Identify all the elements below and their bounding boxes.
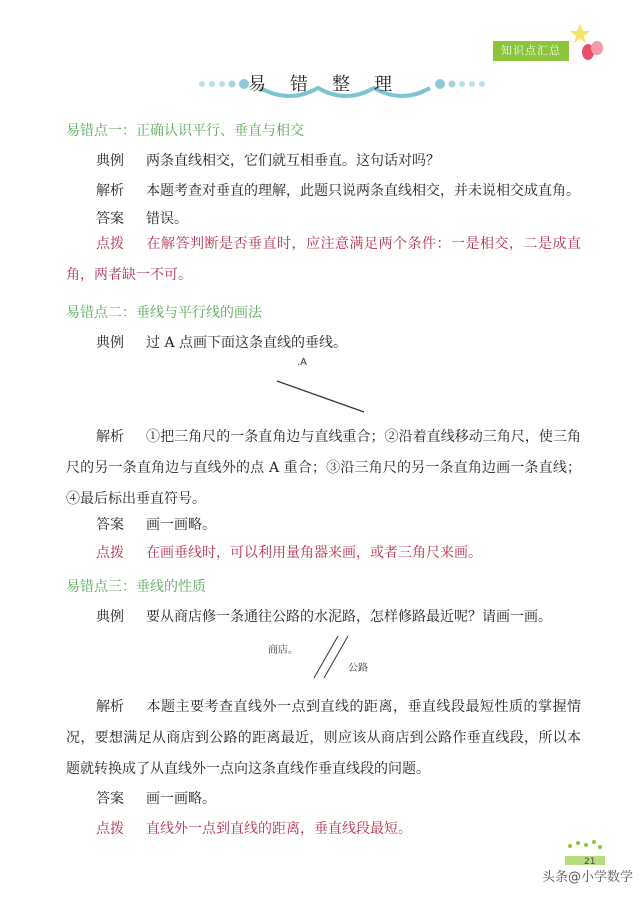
tip-label: 点拨 — [96, 545, 124, 561]
answer-2 — [96, 514, 216, 534]
answer-1 — [96, 208, 188, 228]
tip-text: 直线外一点到直线的距离，垂直线段最短。 — [146, 821, 412, 837]
line-diagram — [270, 375, 370, 415]
page-number: 21 — [584, 857, 596, 867]
tip-label: 点拨 — [96, 236, 124, 252]
answer-label: 答案 — [96, 211, 124, 227]
section-heading-1: 易错点一：正确认识平行、垂直与相交 — [66, 123, 304, 139]
analysis-label: 解析 — [96, 699, 124, 715]
road-label: 公路 — [348, 663, 368, 674]
analysis-1 — [96, 180, 580, 200]
tip-label: 点拨 — [96, 821, 124, 837]
analysis-text: 本题考查对垂直的理解，此题只说两条直线相交，并未说相交成直角。 — [146, 183, 580, 199]
example-1 — [96, 150, 440, 170]
example-text: 要从商店修一条通往公路的水泥路，怎样修路最近呢？请画一画。 — [146, 609, 552, 625]
answer-text: 画一画略。 — [146, 791, 216, 807]
watermark: 头条@小学数学 — [542, 870, 634, 885]
answer-label: 答案 — [96, 517, 124, 533]
answer-text: 错误。 — [146, 211, 188, 227]
section-heading-2: 易错点二：垂线与平行线的画法 — [66, 305, 262, 321]
analysis-text: 本题主要考查直线外一点到直线的距离，垂直线段最短性质的掌握情况，要想满足从商店到公路的距离最近，则应该从商店到公路作垂直线段，所以本题就转换成了从直线外一点向这条直线作垂直线段的问题。 — [66, 699, 581, 777]
topic-badge: 知识点汇总 — [493, 41, 569, 61]
balloons-icon — [568, 18, 608, 68]
example-text: 两条直线相交，它们就互相垂直。这句话对吗？ — [146, 153, 440, 169]
answer-text: 画一画略。 — [146, 517, 216, 533]
example-3 — [96, 606, 552, 626]
shop-label: 商店。 — [268, 645, 298, 656]
tip-3 — [96, 818, 412, 838]
page-title: 易错整理 — [248, 74, 416, 95]
point-a-label: .A — [297, 357, 308, 368]
analysis-text: ①把三角尺的一条直角边与直线重合；②沿着直线移动三角尺，使三角尺的另一条直角边与直线外的点 A 重合；③沿三角尺的另一条直角边画一条直线；④最后标出垂直符号。 — [66, 429, 581, 507]
example-label: 典例 — [96, 335, 124, 351]
analysis-2 — [66, 422, 581, 515]
section-heading-3: 易错点三：垂线的性质 — [66, 579, 206, 595]
example-label: 典例 — [96, 609, 124, 625]
example-label: 典例 — [96, 153, 124, 169]
analysis-3 — [66, 692, 581, 785]
road-diagram — [310, 632, 370, 682]
tip-1 — [66, 229, 581, 291]
analysis-label: 解析 — [96, 429, 124, 445]
example-2 — [96, 332, 347, 352]
answer-3 — [96, 788, 216, 808]
tip-2 — [96, 542, 482, 562]
answer-label: 答案 — [96, 791, 124, 807]
tip-text: 在画垂线时，可以利用量角器来画，或者三角尺来画。 — [146, 545, 482, 561]
analysis-label: 解析 — [96, 183, 124, 199]
example-text: 过 A 点画下面这条直线的垂线。 — [146, 335, 348, 351]
title-banner — [150, 66, 490, 106]
tip-text: 在解答判断是否垂直时，应注意满足两个条件：一是相交，二是成直角，两者缺一不可。 — [66, 236, 581, 283]
